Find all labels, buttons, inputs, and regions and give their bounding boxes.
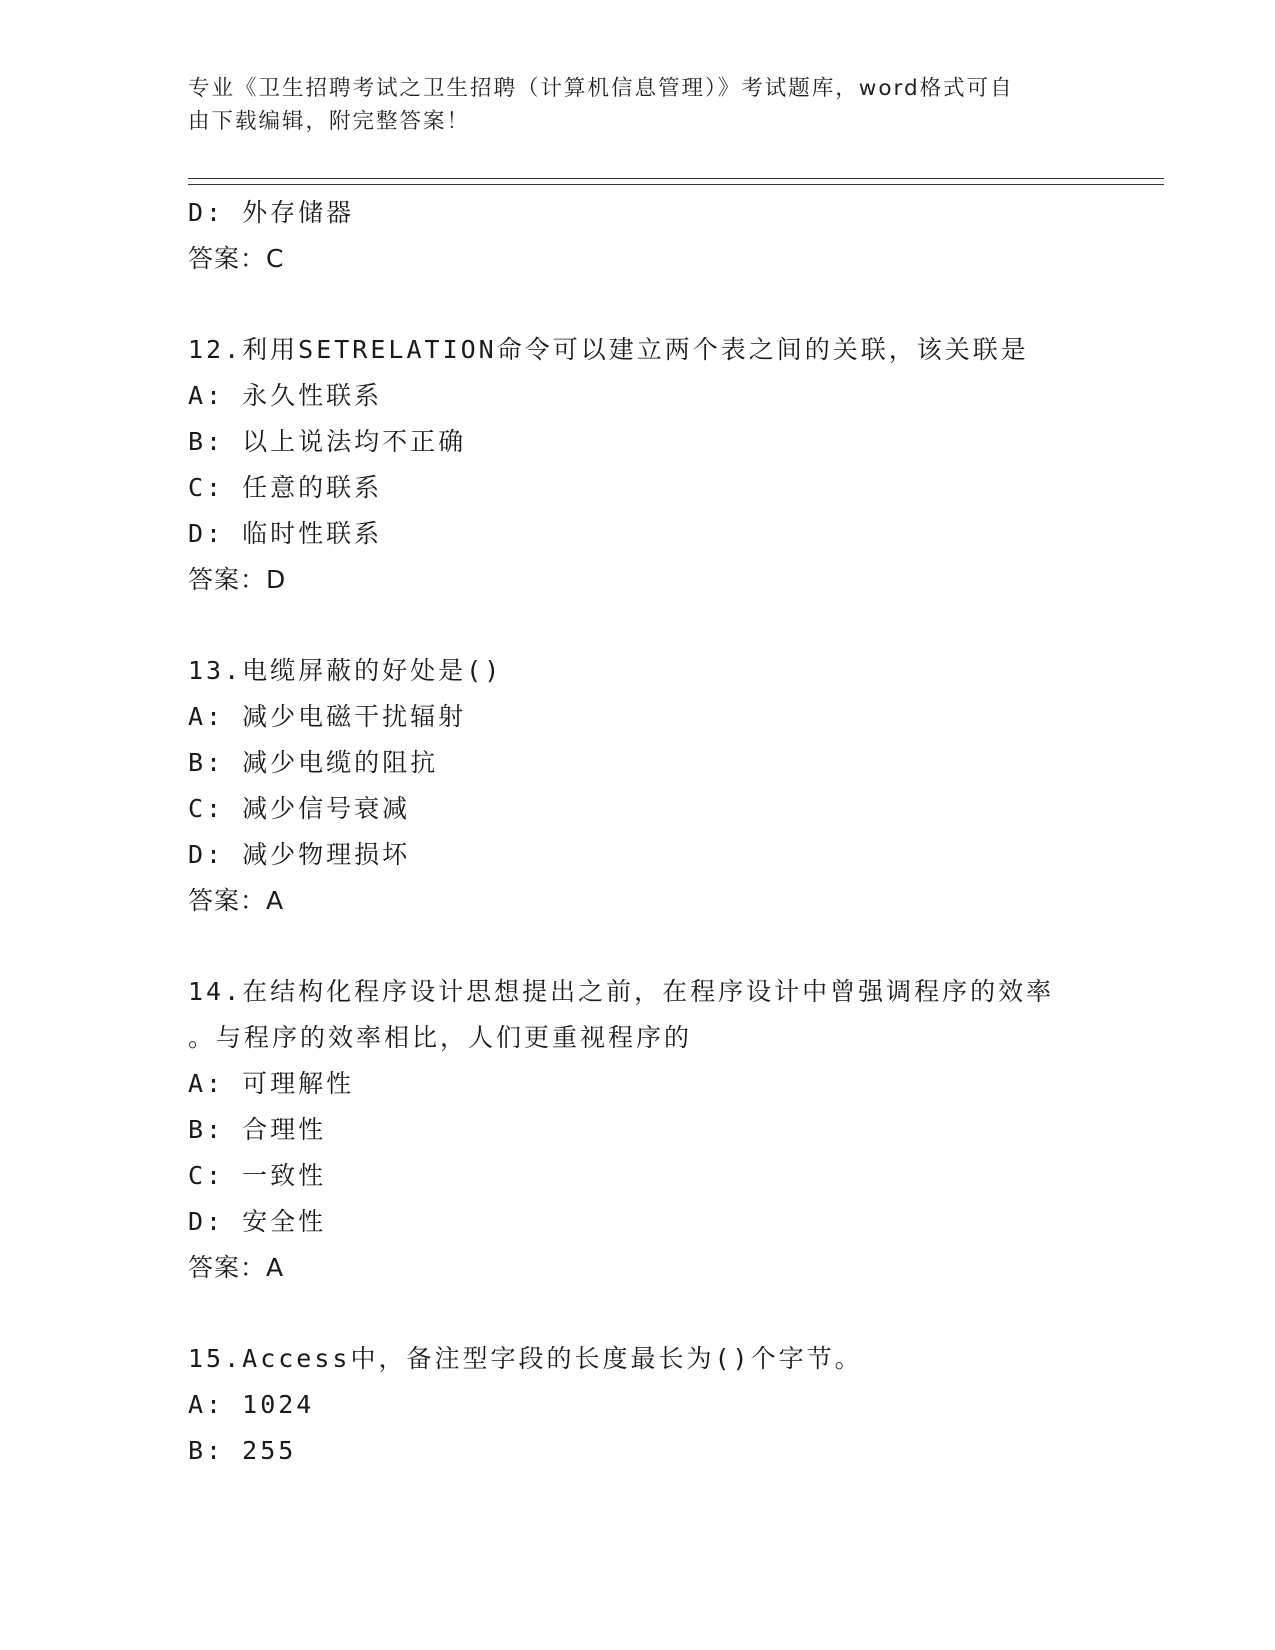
option-c: C: 一致性 xyxy=(188,1161,327,1190)
question-text: 14.在结构化程序设计思想提出之前，在程序设计中曾强调程序的效率 xyxy=(188,977,1055,1006)
option-a: A: 1024 xyxy=(188,1390,315,1419)
question-text: 15.Access中，备注型字段的长度最长为()个字节。 xyxy=(188,1344,863,1373)
document-body xyxy=(188,190,1128,1474)
option-d: D: 外存储器 xyxy=(188,198,355,227)
question-13 xyxy=(188,648,1128,924)
question-12 xyxy=(188,327,1128,603)
question-text: 13.电缆屏蔽的好处是() xyxy=(188,656,503,685)
answer-line: 答案：C xyxy=(188,244,285,273)
option-d: D: 安全性 xyxy=(188,1207,327,1236)
spacer xyxy=(188,1291,1128,1336)
option-b: B: 255 xyxy=(188,1436,297,1465)
spacer xyxy=(188,603,1128,648)
question-text-continued: 。与程序的效率相比，人们更重视程序的 xyxy=(188,1023,693,1052)
header-line-2: 由下载编辑，附完整答案！ xyxy=(188,109,471,134)
option-a: A: 减少电磁干扰辐射 xyxy=(188,702,467,731)
option-c: C: 任意的联系 xyxy=(188,473,383,502)
answer-line: 答案：A xyxy=(188,1253,285,1282)
spacer xyxy=(188,924,1128,969)
option-c: C: 减少信号衰减 xyxy=(188,794,411,823)
spacer xyxy=(188,282,1128,327)
answer-line: 答案：A xyxy=(188,886,285,915)
option-d: D: 临时性联系 xyxy=(188,519,383,548)
header-divider-bottom xyxy=(188,184,1164,185)
question-text: 12.利用SETRELATION命令可以建立两个表之间的关联，该关联是 xyxy=(188,335,1029,364)
option-b: B: 减少电缆的阻抗 xyxy=(188,748,439,777)
question-14 xyxy=(188,969,1128,1291)
option-d: D: 减少物理损坏 xyxy=(188,840,411,869)
document-header xyxy=(188,72,1088,138)
header-divider-top xyxy=(188,178,1164,179)
header-line-1: 专业《卫生招聘考试之卫生招聘（计算机信息管理）》考试题库，word格式可自 xyxy=(188,76,1014,101)
option-b: B: 以上说法均不正确 xyxy=(188,427,467,456)
answer-line: 答案：D xyxy=(188,565,287,594)
question-15 xyxy=(188,1336,1128,1474)
option-a: A: 永久性联系 xyxy=(188,381,383,410)
option-b: B: 合理性 xyxy=(188,1115,327,1144)
option-a: A: 可理解性 xyxy=(188,1069,355,1098)
